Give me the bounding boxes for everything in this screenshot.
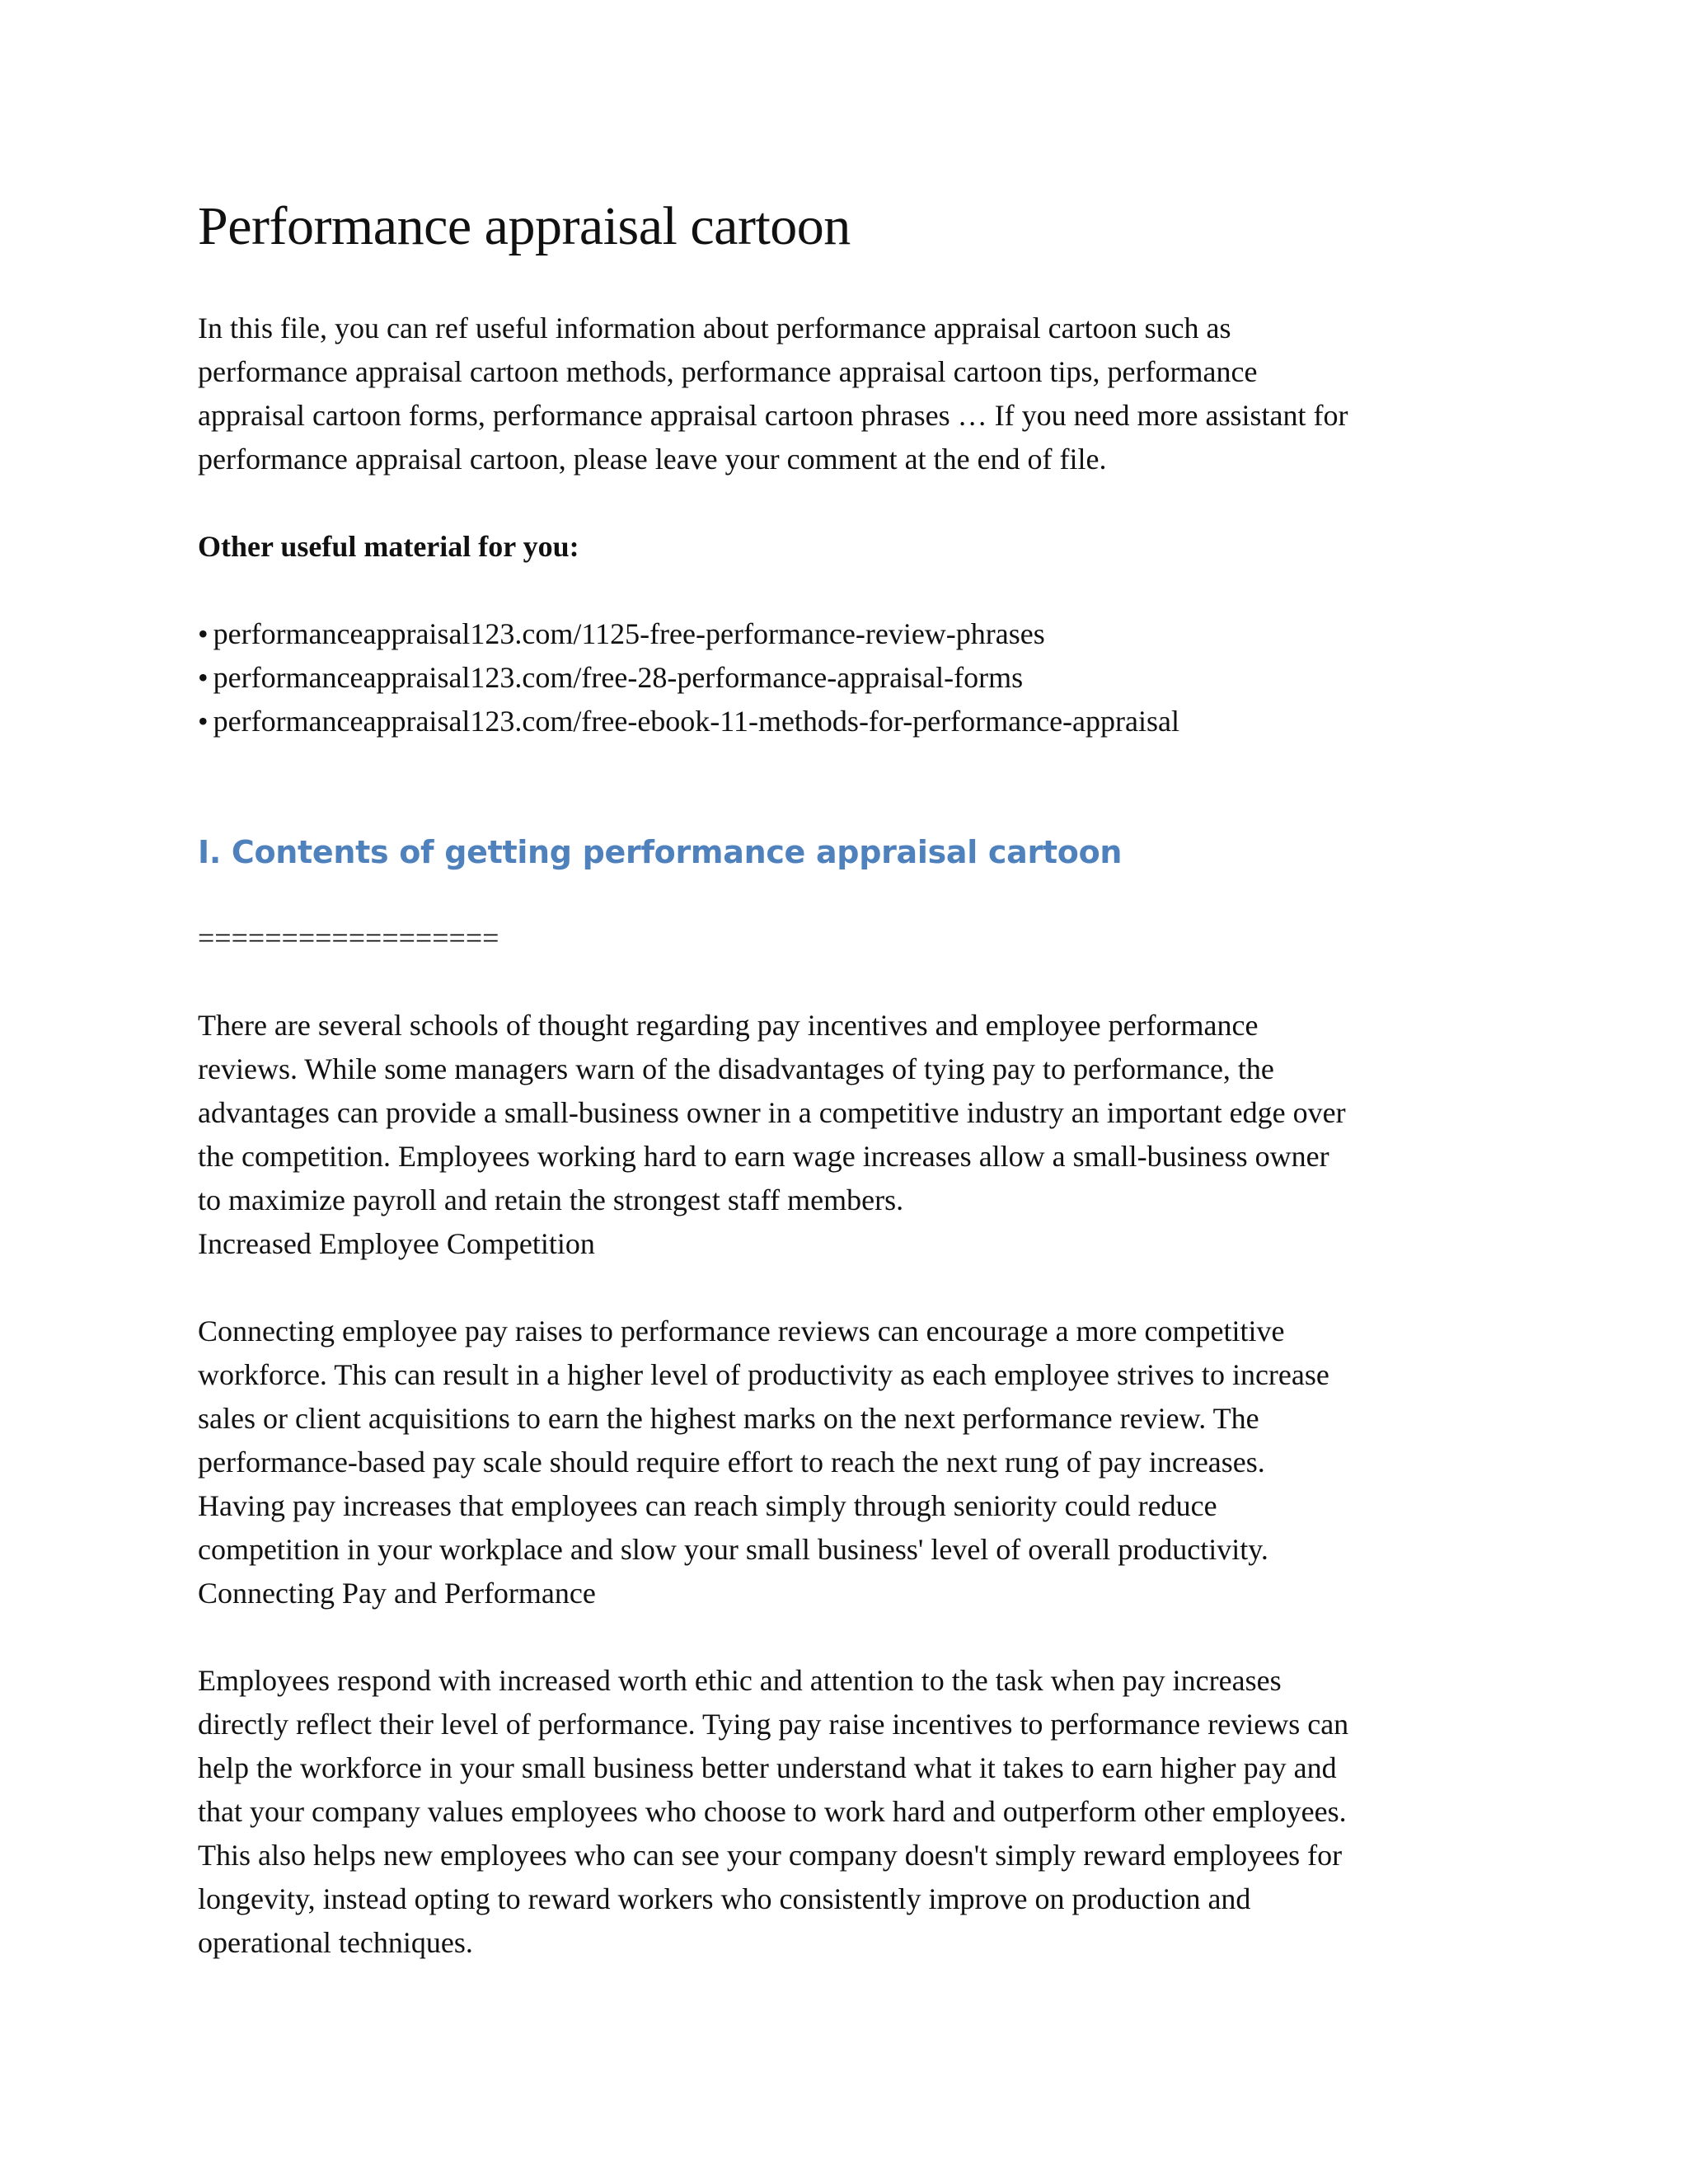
subheading-pay-performance: Connecting Pay and Performance (198, 1577, 596, 1610)
list-item (198, 656, 1500, 700)
paragraph-line: operational techniques. (198, 1926, 473, 1959)
subheading-employee-competition: Increased Employee Competition (198, 1227, 595, 1260)
body-paragraph-1 (198, 1004, 1500, 1222)
paragraph-line: longevity, instead opting to reward workers who consistently improve on production and (198, 1882, 1251, 1915)
paragraph-line: to maximize payroll and retain the strongest staff members. (198, 1183, 904, 1216)
paragraph-line: Having pay increases that employees can reach simply through seniority could reduce (198, 1489, 1217, 1522)
paragraph-line: performance-based pay scale should require effort to reach the next rung of pay increases. (198, 1446, 1265, 1479)
list-item (198, 700, 1500, 743)
paragraph-line: Connecting employee pay raises to performance reviews can encourage a more competitive (198, 1315, 1285, 1347)
body-paragraph-3 (198, 1659, 1500, 1965)
bullet-icon: • (198, 617, 209, 650)
paragraph-line: reviews. While some managers warn of the disadvantages of tying pay to performance, the (198, 1052, 1274, 1085)
list-item (198, 612, 1500, 656)
intro-line: appraisal cartoon forms, performance appraisal cartoon phrases … If you need more assistant for (198, 399, 1348, 432)
paragraph-line: advantages can provide a small-business owner in a competitive industry an important edge over (198, 1096, 1346, 1129)
document-page (198, 191, 1500, 1965)
useful-link[interactable]: performanceappraisal123.com/1125-free-performance-review-phrases (213, 617, 1045, 650)
intro-line: In this file, you can ref useful information about performance appraisal cartoon such as (198, 312, 1231, 344)
body-paragraph-2 (198, 1310, 1500, 1572)
paragraph-line: that your company values employees who choose to work hard and outperform other employees. (198, 1795, 1347, 1828)
intro-line: performance appraisal cartoon methods, performance appraisal cartoon tips, performance (198, 355, 1258, 388)
divider-line: ================== (198, 921, 499, 954)
paragraph-line: This also helps new employees who can see your company doesn't simply reward employees for (198, 1839, 1343, 1872)
other-material-heading: Other useful material for you: (198, 530, 579, 563)
paragraph-line: sales or client acquisitions to earn the highest marks on the next performance review. The (198, 1402, 1259, 1435)
useful-link[interactable]: performanceappraisal123.com/free-28-performance-appraisal-forms (213, 661, 1024, 694)
paragraph-line: help the workforce in your small business better understand what it takes to earn higher pay and (198, 1751, 1337, 1784)
paragraph-line: directly reflect their level of performance. Tying pay raise incentives to performance reviews can (198, 1708, 1349, 1741)
section-heading: I. Contents of getting performance appraisal cartoon (198, 834, 1123, 870)
intro-line: performance appraisal cartoon, please leave your comment at the end of file. (198, 443, 1107, 476)
paragraph-line: the competition. Employees working hard to earn wage increases allow a small-business owner (198, 1140, 1329, 1173)
page-title: Performance appraisal cartoon (198, 196, 851, 256)
paragraph-line: competition in your workplace and slow your small business' level of overall productivity. (198, 1533, 1268, 1566)
intro-paragraph (198, 307, 1500, 481)
paragraph-line: workforce. This can result in a higher level of productivity as each employee strives to increase (198, 1358, 1329, 1391)
useful-link[interactable]: performanceappraisal123.com/free-ebook-11-methods-for-performance-appraisal (213, 705, 1179, 738)
useful-links-list (198, 612, 1500, 743)
bullet-icon: • (198, 661, 209, 694)
bullet-icon: • (198, 705, 209, 738)
paragraph-line: Employees respond with increased worth ethic and attention to the task when pay increases (198, 1664, 1282, 1697)
paragraph-line: There are several schools of thought regarding pay incentives and employee performance (198, 1009, 1259, 1042)
